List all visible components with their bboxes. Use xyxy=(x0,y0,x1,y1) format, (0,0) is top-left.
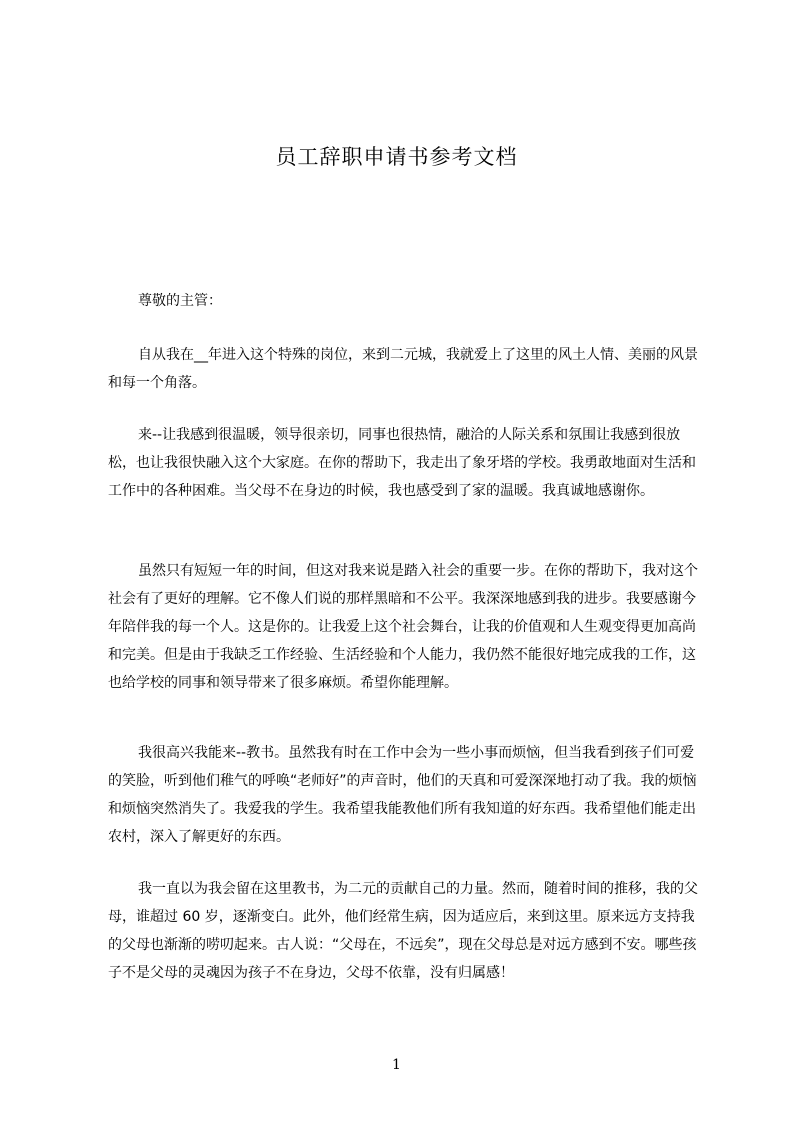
paragraph-4: 我很高兴我能来--教书。虽然我有时在工作中会为一些小事而烦恼，但当我看到孩子们可爱的笑脸，听到他们稚气的呼唤“老师好”的声音时，他们的天真和可爱深深地打动了我。我的烦恼和烦恼突然消失了。我爱我的学生。我希望我能教他们所有我知道的好东西。我希望他们能走出农村，深入了解更好的东西。 xyxy=(108,745,697,845)
paragraph-1: 自从我在__年进入这个特殊的岗位，来到二元城，我就爱上了这里的风土人情、美丽的风景和每一个角落。 xyxy=(108,347,698,391)
paragraph-3: 虽然只有短短一年的时间，但这对我来说是踏入社会的重要一步。在你的帮助下，我对这个社会有了更好的理解。它不像人们说的那样黑暗和不公平。我深深地感到我的进步。我要感谢今年陪伴我的每一个人。这是你的。让我爱上这个社会舞台，让我的价值观和人生观变得更加高尚和完美。但是由于我缺乏工作经验、生活经验和个人能力，我仍然不能很好地完成我的工作，这也给学校的同事和领导带来了很多麻烦。希望你能理解。 xyxy=(108,563,698,691)
page-number: 1 xyxy=(392,1057,401,1073)
document-title: 员工辞职申请书参考文档 xyxy=(275,145,518,169)
salutation: 尊敬的主管： xyxy=(138,293,222,309)
paragraph-2: 来--让我感到很温暖，领导很亲切，同事也很热情，融洽的人际关系和氛围让我感到很放松，也让我很快融入这个大家庭。在你的帮助下，我走出了象牙塔的学校。我勇敢地面对生活和工作中的各种困难。当父母不在身边的时候，我也感受到了家的温暖。我真诚地感谢你。 xyxy=(108,427,696,499)
paragraph-5: 我一直以为我会留在这里教书，为二元的贡献自己的力量。然而，随着时间的推移，我的父母，谁超过 60 岁，逐渐变白。此外，他们经常生病，因为适应后，来到这里。原来远方支持我的父母也渐渐的唠叨起来。古人说：“父母在，不远矣”，现在父母总是对远方感到不安。哪些孩子不是父母的灵魂因为孩子不在身边，父母不依靠，没有归属感！ xyxy=(108,881,698,981)
